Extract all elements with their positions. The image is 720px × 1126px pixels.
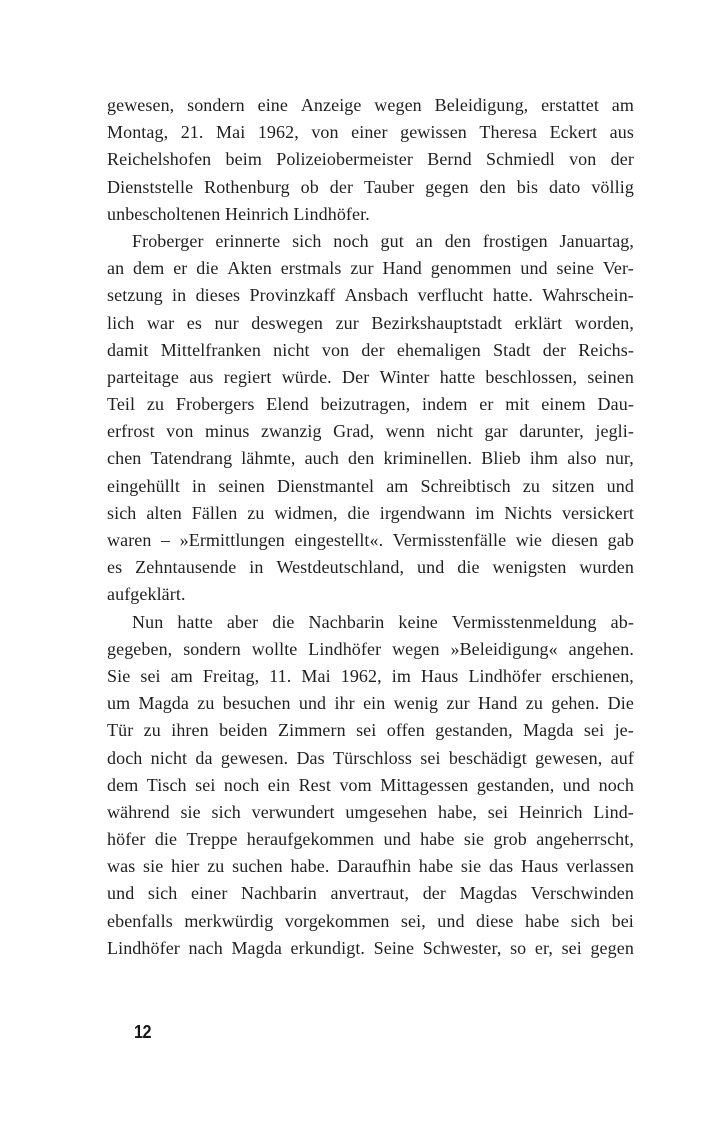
text-line: und sich einer Nachbarin anvertraut, der Magdas Verschwinden [107, 883, 634, 904]
text-line: Teil zu Frobergers Elend beizutragen, indem er mit einem Dau- [107, 394, 634, 415]
text-line: ebenfalls merkwürdig vorgekommen sei, und diese habe sich bei [107, 910, 634, 931]
body-text [107, 92, 634, 962]
text-line: parteitage aus regiert würde. Der Winter hatte beschlossen, seinen [107, 366, 634, 387]
text-line: Nun hatte aber die Nachbarin keine Vermisstenmeldung ab- [132, 611, 634, 632]
text-line: höfer die Treppe heraufgekommen und habe sie grob angeherrscht, [107, 829, 634, 850]
text-line: was sie hier zu suchen habe. Daraufhin habe sie das Haus verlassen [107, 856, 634, 877]
text-line: chen Tatendrang lähmte, auch den kriminellen. Blieb ihm also nur, [107, 448, 634, 469]
text-line: an dem er die Akten erstmals zur Hand genommen und seine Ver- [107, 258, 634, 279]
text-line: Sie sei am Freitag, 11. Mai 1962, im Haus Lindhöfer erschienen, [107, 665, 634, 686]
text-line: dem Tisch sei noch ein Rest vom Mittagessen gestanden, und noch [107, 774, 634, 795]
text-line: Reichelshofen beim Polizeiobermeister Bernd Schmiedl von der [107, 149, 634, 170]
text-line: waren – »Ermittlungen eingestellt«. Vermisstenfälle wie diesen gab [107, 530, 634, 550]
text-line: doch nicht da gewesen. Das Türschloss sei beschädigt gewesen, auf [107, 747, 634, 768]
text-line: Froberger erinnerte sich noch gut an den frostigen Januartag, [132, 230, 634, 251]
text-line: Lindhöfer nach Magda erkundigt. Seine Schwester, so er, sei gegen [107, 937, 634, 958]
text-line: um Magda zu besuchen und ihr ein wenig zur Hand zu gehen. Die [107, 693, 634, 714]
text-line: eingehüllt in seinen Dienstmantel am Schreibtisch zu sitzen und [107, 475, 634, 496]
text-line: gegeben, sondern wollte Lindhöfer wegen »Beleidigung« angehen. [107, 638, 634, 659]
text-line: es Zehntausende in Westdeutschland, und die wenigsten wurden [107, 557, 634, 578]
text-line: Dienststelle Rothenburg ob der Tauber gegen den bis dato völlig [107, 176, 634, 197]
page-number: 12 [134, 1022, 152, 1042]
text-line: lich war es nur deswegen zur Bezirkshauptstadt erklärt worden, [107, 312, 634, 333]
text-line: gewesen, sondern eine Anzeige wegen Beleidigung, erstattet am [107, 95, 634, 115]
text-line: Tür zu ihren beiden Zimmern sei offen gestanden, Magda sei je- [107, 720, 634, 741]
text-line: erfrost von minus zwanzig Grad, wenn nicht gar darunter, jegli- [107, 421, 634, 442]
text-line: setzung in dieses Provinzkaff Ansbach verflucht hatte. Wahrschein- [107, 285, 634, 306]
text-line: damit Mittelfranken nicht von der ehemaligen Stadt der Reichs- [107, 339, 634, 360]
text-line: während sie sich verwundert umgesehen habe, sei Heinrich Lind- [107, 801, 634, 822]
text-line: aufgeklärt. [107, 584, 186, 605]
text-line: unbescholtenen Heinrich Lindhöfer. [107, 203, 370, 224]
text-line: Montag, 21. Mai 1962, von einer gewissen Theresa Eckert aus [107, 122, 634, 143]
text-line: sich alten Fällen zu widmen, die irgendwann im Nichts versickert [107, 502, 634, 523]
